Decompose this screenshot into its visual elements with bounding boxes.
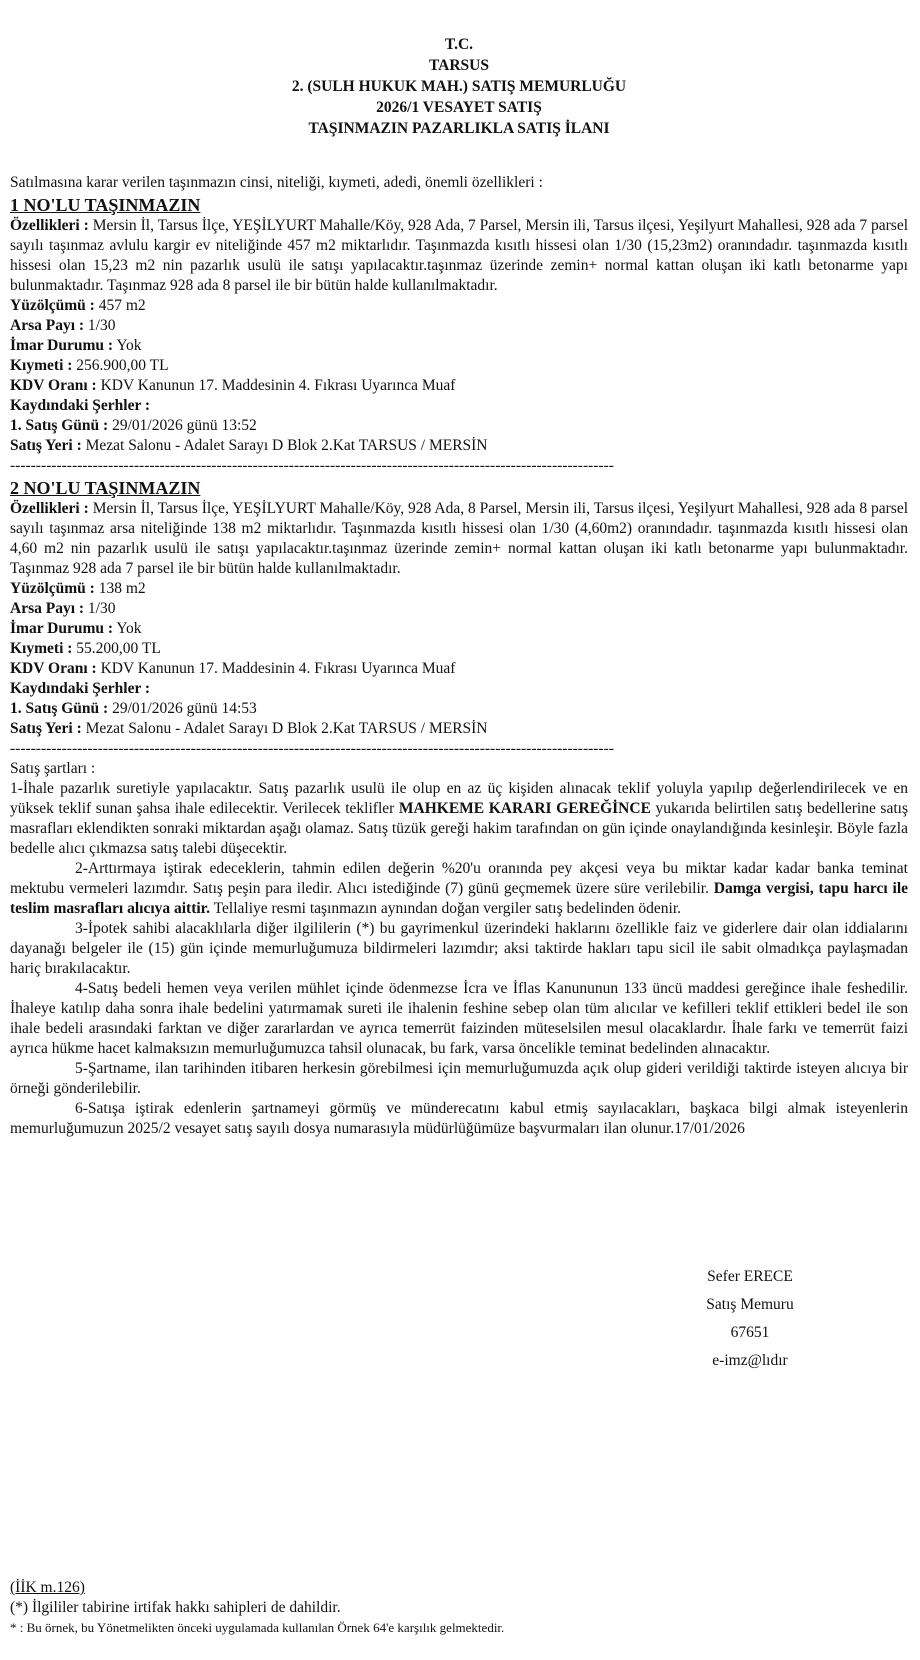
annotations-label: Kaydındaki Şerhler : (10, 397, 151, 414)
property-heading: 1 NO'LU TAŞINMAZIN (10, 195, 201, 215)
value-amount: 55.200,00 TL (76, 640, 161, 657)
vat-label: KDV Oranı : (10, 660, 97, 677)
property-annotations (10, 679, 908, 699)
sale-date-value: 29/01/2026 günü 13:52 (112, 417, 257, 434)
signature-block (670, 1263, 830, 1375)
land-share-label: Arsa Payı : (10, 317, 85, 334)
property-zoning (10, 619, 908, 639)
features-label: Özellikleri : (10, 217, 89, 234)
value-label: Kıymeti : (10, 357, 73, 374)
property-features (10, 216, 908, 296)
e-signature-note: e-imz@lıdır (712, 1352, 788, 1369)
zoning-label: İmar Durumu : (10, 620, 114, 637)
property-zoning (10, 336, 908, 356)
term-bold-text: Damga vergisi, tapu harcı ile teslim masrafları alıcıya aittir. (10, 880, 909, 917)
property-heading: 2 NO'LU TAŞINMAZIN (10, 478, 201, 498)
land-share-value: 1/30 (87, 317, 116, 334)
property-value (10, 356, 908, 376)
area-value: 138 m2 (98, 580, 146, 597)
property-vat (10, 659, 908, 679)
features-text: Mersin İl, Tarsus İlçe, YEŞİLYURT Mahalle/Köy, 928 Ada, 8 Parsel, Mersin ili, Tarsus ilçesi, Yeşilyurt Mahallesi, 928 ada 8 parsel sayılı taşınmaz arsa niteliğinde 138 m2 miktarlıdır. Taşınmazda kısıtlı hissesi olan 1/30 (4,60m2) oranındadır. taşınmazda kısıtlı hissesi olan 4,60 m2 nin pazarlık usulü ile satışı yapılacaktır.taşınmaz üzerinde zemin+ normal kattan oluşan iki katlı betonarme yapı bulunmaktadır. Taşınmaz 928 ada 7 parsel ile bir bütün halde kullanılmaktadır. (10, 500, 909, 577)
land-share-label: Arsa Payı : (10, 600, 85, 617)
property-area (10, 579, 908, 599)
area-label: Yüzölçümü : (10, 297, 95, 314)
property-land-share (10, 599, 908, 619)
sale-place-value: Mezat Salonu - Adalet Sarayı D Blok 2.Kat TARSUS / MERSİN (85, 437, 488, 454)
property-sale-place (10, 719, 908, 739)
separator-line: --------------------------------------------------------------------------------------------------------------------- (10, 740, 614, 757)
document-footer (10, 1578, 908, 1637)
property-area (10, 296, 908, 316)
features-label: Özellikleri : (10, 500, 89, 517)
sale-date-value: 29/01/2026 günü 14:53 (112, 700, 257, 717)
property-annotations (10, 396, 908, 416)
signatory-title: Satış Memuru (706, 1296, 794, 1313)
document-title: TAŞINMAZIN PAZARLIKLA SATIŞ İLANI (308, 120, 610, 137)
value-label: Kıymeti : (10, 640, 73, 657)
vat-value: KDV Kanunun 17. Maddesinin 4. Fıkrası Uyarınca Muaf (100, 377, 456, 394)
property-sale-place (10, 436, 908, 456)
zoning-label: İmar Durumu : (10, 337, 114, 354)
property-section-1 (10, 194, 908, 476)
document-page (10, 0, 908, 1139)
sale-date-label: 1. Satış Günü : (10, 417, 109, 434)
area-label: Yüzölçümü : (10, 580, 95, 597)
property-section-2 (10, 477, 908, 759)
term-bold-text: MAHKEME KARARI GEREĞİNCE (398, 800, 651, 817)
header-line-office: 2. (SULH HUKUK MAH.) SATIŞ MEMURLUĞU (291, 78, 627, 95)
sale-term-3: 3-İpotek sahibi alacaklılarla diğer ilgililerin (*) bu gayrimenkul üzerindeki haklarını özellikle faiz ve giderlere dair olan iddialarını dayanağı belgeler ile (15) gün içinde memurluğumuza bildirmeleri lazımdır; aksi taktirde hakları tapu sicil ile sabit olmadıkça paylaşmadan hariç bırakılacaktır. (10, 920, 908, 977)
header-line-city: TARSUS (428, 57, 489, 74)
annotations-label: Kaydındaki Şerhler : (10, 680, 151, 697)
term-text: Tellaliye resmi taşınmazın aynından doğan vergiler satış bedelinden ödenir. (210, 900, 681, 917)
separator-line: --------------------------------------------------------------------------------------------------------------------- (10, 457, 614, 474)
property-sale-date (10, 699, 908, 719)
sale-terms-title: Satış şartları : (10, 760, 96, 777)
features-text: Mersin İl, Tarsus İlçe, YEŞİLYURT Mahalle/Köy, 928 Ada, 7 Parsel, Mersin ili, Tarsus ilçesi, Yeşilyurt Mahallesi, 928 ada 7 parsel sayılı taşınmaz avlulu kargir ev niteliğinde 457 m2 miktarlıdır. Taşınmazda kısıtlı hissesi olan 1/30 (15,23m2) oranındadır. taşınmazda kısıtlı hissesi olan 15,23 m2 nin pazarlık usulü ile satışı yapılacaktır.taşınmaz üzerinde zemin+ normal kattan oluşan iki katlı betonarme yapı bulunmaktadır. Taşınmaz 928 ada 8 parsel ile bir bütün halde kullanılmaktadır. (10, 217, 909, 294)
header-line-tc: T.C. (444, 36, 474, 53)
value-amount: 256.900,00 TL (76, 357, 169, 374)
term-text: 2-Arttırmaya iştirak edeceklerin, tahmin edilen değerin %20'u oranında pey akçesi veya bu miktar kadar kadar banka teminat mektubu vermeleri lazımdır. Satış peşin para iledir. Alıcı istediğinde (7) günü geçmemek üzere süre verilebilir. (10, 860, 908, 897)
property-land-share (10, 316, 908, 336)
sale-term-4: 4-Satış bedeli hemen veya verilen mühlet içinde ödenmezse İcra ve İflas Kanununun 133 üncü maddesi gereğince ihale feshedilir. İhaleye katılıp daha sonra ihale bedelini yatırmamak sureti ile ihalenin feshine sebep olan tüm alıcılar ve kefilleri teklif ettikleri bedel ile son ihale bedeli arasındaki farktan ve diğer zararlardan ve ayrıca temerrüt faizinden müteselsilen mesul olacaklardır. İhale farkı ve temerrüt faizi ayrıca hükme hacet kalmaksızın memurluğumuzca tahsil olunacak, bu fark, varsa öncelikle teminat bedelinden alınacaktır. (10, 980, 908, 1057)
sale-term-2 (10, 859, 908, 919)
sale-place-value: Mezat Salonu - Adalet Sarayı D Blok 2.Kat TARSUS / MERSİN (85, 720, 488, 737)
land-share-value: 1/30 (87, 600, 116, 617)
signatory-number: 67651 (730, 1324, 770, 1341)
sale-place-label: Satış Yeri : (10, 437, 82, 454)
property-value (10, 639, 908, 659)
sale-term-6: 6-Satışa iştirak edenlerin şartnameyi görmüş ve münderecatını kabul etmiş sayılacakları, başkaca bilgi almak isteyenlerin memurluğumuzun 2025/2 vesayet satış sayılı dosya numarasıyla müdürlüğümüze başvurmaları ilan olunur.17/01/2026 (10, 1100, 908, 1137)
sale-place-label: Satış Yeri : (10, 720, 82, 737)
signatory-name: Sefer ERECE (707, 1268, 793, 1285)
vat-value: KDV Kanunun 17. Maddesinin 4. Fıkrası Uyarınca Muaf (100, 660, 456, 677)
zoning-value: Yok (116, 620, 142, 637)
document-header (10, 34, 908, 139)
term-text: 1-İhale pazarlık suretiyle yapılacaktır. Satış pazarlık usulü ile olup en az üç kişiden alınacak teklif yoluyla yapılıp değerlendirilecek ve en yüksek teklif sunan şahsa ihale edilecektir. Verilecek teklifler (10, 780, 908, 817)
footnote-form: * : Bu örnek, bu Yönetmelikten önceki uygulamada kullanılan Örnek 64'e karşılık gelmektedir. (10, 1620, 505, 1635)
sale-terms-section (10, 759, 908, 1139)
sale-term-5: 5-Şartname, ilan tarihinden itibaren herkesin görebilmesi için memurluğumuzda açık olup gideri verildiği taktirde isteyen alıcıya bir örneği gönderilebilir. (10, 1060, 908, 1097)
law-reference: (İİK m.126) (10, 1579, 85, 1596)
footnote-stakeholders: (*) İlgililer tabirine irtifak hakkı sahipleri de dahildir. (10, 1599, 341, 1616)
vat-label: KDV Oranı : (10, 377, 97, 394)
term-text: yukarıda belirtilen satış bedellerine satış masrafları eklendikten sonraki miktardan aşağı olamaz. Satış tüzük gereği hakim tarafından on gün içinde onaylandığında kesinleşir. Böyle fazla bedelle alıcı çıkmazsa satış talebi düşecektir. (10, 800, 908, 857)
property-vat (10, 376, 908, 396)
area-value: 457 m2 (98, 297, 146, 314)
property-sale-date (10, 416, 908, 436)
sale-date-label: 1. Satış Günü : (10, 700, 109, 717)
intro-text: Satılmasına karar verilen taşınmazın cinsi, niteliği, kıymeti, adedi, önemli özellikleri : (10, 174, 543, 191)
header-line-file: 2026/1 VESAYET SATIŞ (376, 99, 542, 116)
zoning-value: Yok (116, 337, 142, 354)
property-features (10, 499, 908, 579)
sale-term-1 (10, 779, 908, 859)
